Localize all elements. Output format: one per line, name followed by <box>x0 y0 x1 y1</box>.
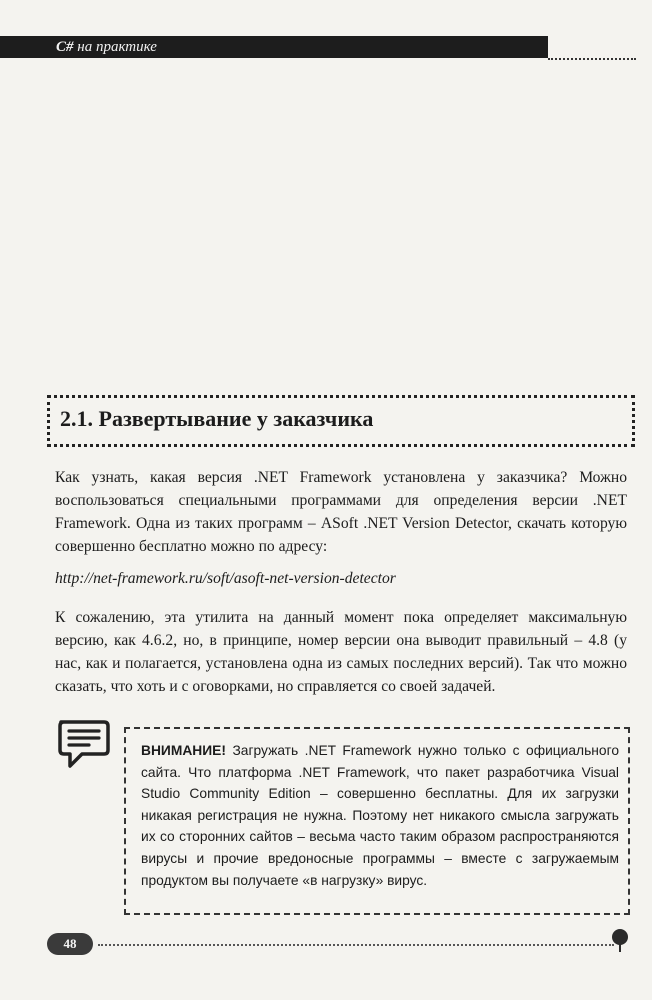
note-label: ВНИМАНИЕ! <box>141 743 226 758</box>
chat-icon <box>56 718 112 772</box>
footer-dot-icon <box>612 929 628 945</box>
footer-dotted-rule <box>98 944 614 946</box>
header-dotted-rule <box>548 58 636 60</box>
page-number: 48 <box>47 933 93 955</box>
footer-pin <box>619 944 621 952</box>
header-title-rest: на практике <box>73 39 157 55</box>
paragraph-2: К сожалению, эта утилита на данный момент пока определяет максимальную версию, как 4.6.2, но, в принципе, номер версии она выводит правильный – 4.8 (у нас, как и полагается, установлена одна из самых последних версий). Так что можно сказать, что хоть и с оговорками, но справляется со своей задачей. <box>55 609 627 695</box>
download-url[interactable]: http://net-framework.ru/soft/asoft-net-version-detector <box>55 570 396 587</box>
running-header <box>56 36 157 58</box>
note-text <box>141 740 619 891</box>
header-title-prefix: C# <box>56 39 74 55</box>
paragraph-1: Как узнать, какая версия .NET Framework установлена у заказчика? Можно воспользоваться специальными программами для определения версии .NET Framework. Одна из таких программ – ASoft .NET Version Detector, скачать которую совершенно бесплатно можно по адресу: <box>55 469 627 555</box>
note-body: Загружать .NET Framework нужно только с официального сайта. Что платформа .NET Framework, что пакет разработчика Visual Studio Community Edition – совершенно бесплатны. Для их загрузки никакая регистрация не нужна. Поэтому нет никакого смысла загружать их со сторонних сайтов – весьма часто таким образом распространяются вирусы и прочие вредоносные программы – вместе с загружаемым продуктом вы получаете «в нагрузку» вирус. <box>141 743 619 888</box>
section-heading: 2.1. Развертывание у заказчика <box>60 406 374 431</box>
